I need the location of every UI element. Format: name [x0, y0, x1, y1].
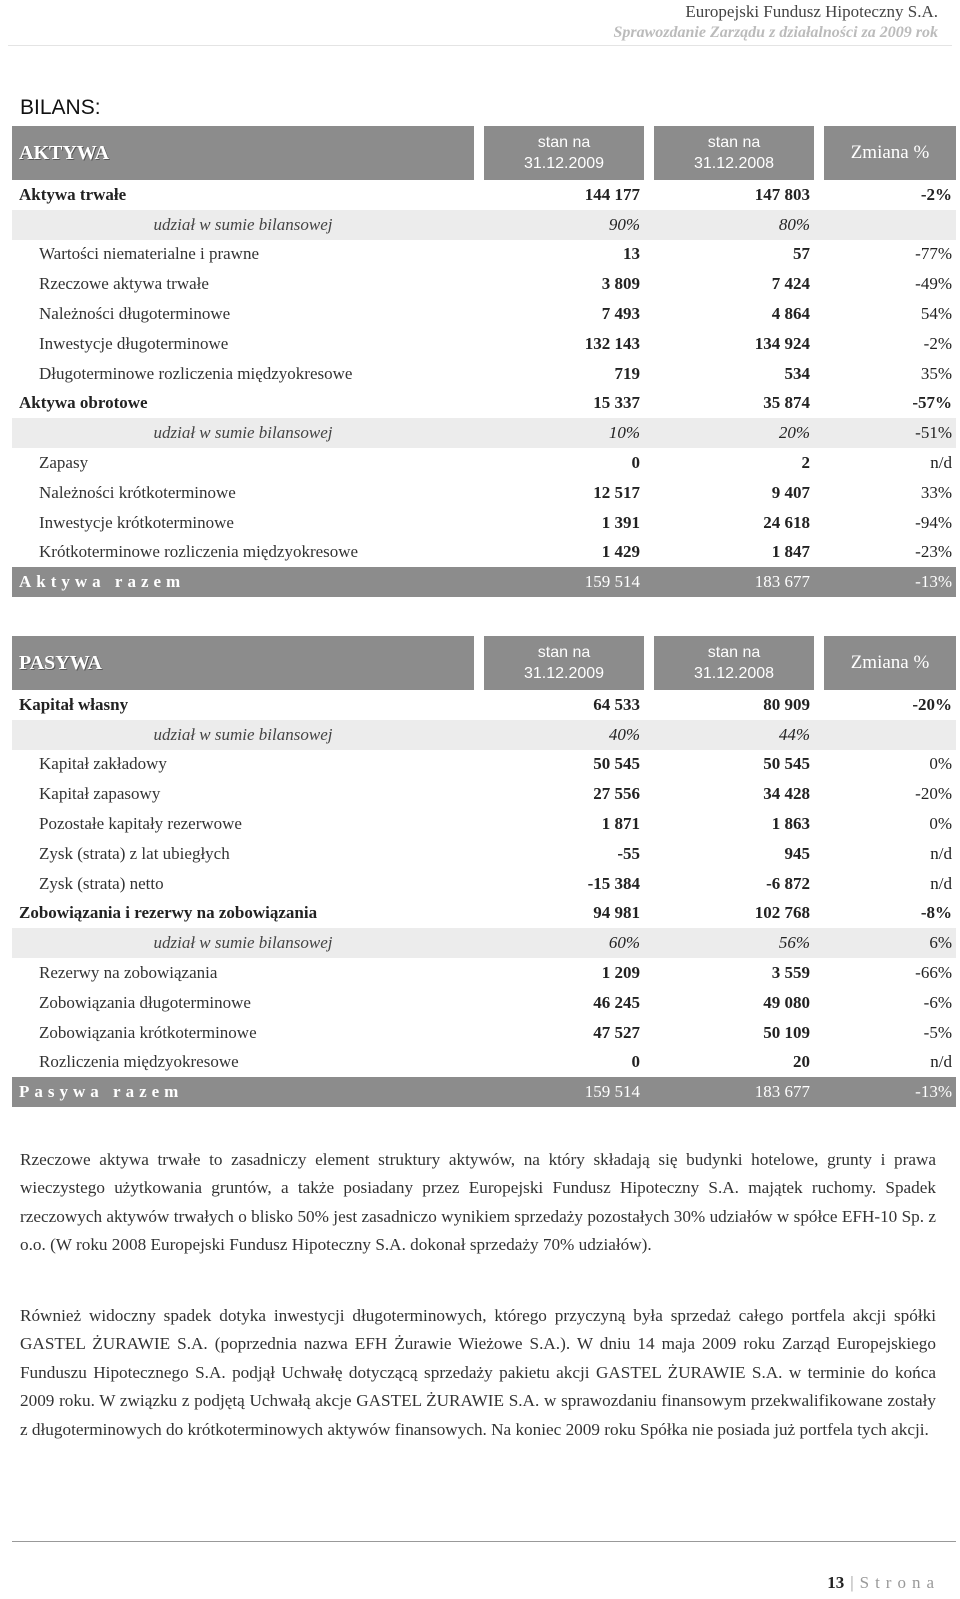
section-title: BILANS:	[20, 96, 101, 119]
value-2008: 183 677	[654, 567, 814, 597]
change-percent: n/d	[930, 453, 952, 473]
column-gap	[474, 720, 484, 750]
aktywa-row	[12, 538, 956, 568]
value-2008: 3 559	[771, 963, 810, 983]
change-percent: 0%	[929, 754, 952, 774]
change-percent: -49%	[915, 274, 952, 294]
column-gap	[474, 329, 484, 359]
footer-separator: |	[850, 1573, 854, 1592]
column-gap	[644, 180, 654, 210]
value-2008: 1 863	[771, 814, 810, 834]
column-gap	[814, 720, 824, 750]
value-2008: 50 545	[763, 754, 810, 774]
aktywa-row	[12, 418, 956, 448]
column-gap	[474, 240, 484, 270]
pasywa-row	[12, 988, 956, 1018]
pasywa-change-header: Zmiana %	[824, 636, 956, 690]
column-gap	[644, 928, 654, 958]
row-label: Pozostałe kapitały rezerwowe	[39, 814, 242, 834]
row-label: Rzeczowe aktywa trwałe	[39, 274, 209, 294]
column-gap	[644, 359, 654, 389]
date-header-label: stan na	[707, 644, 761, 661]
column-gap	[474, 750, 484, 780]
date-header-label: stan na	[707, 134, 761, 151]
column-gap	[474, 988, 484, 1018]
column-gap	[474, 508, 484, 538]
row-label: udział w sumie bilansowej	[12, 418, 474, 448]
column-gap	[474, 478, 484, 508]
row-label: Długoterminowe rozliczenia międzyokresowe	[39, 363, 353, 383]
column-gap	[644, 779, 654, 809]
row-label: Zysk (strata) z lat ubiegłych	[39, 843, 230, 863]
column-gap	[474, 1077, 484, 1107]
column-gap	[814, 988, 824, 1018]
column-gap	[644, 988, 654, 1018]
row-label: Rozliczenia międzyokresowe	[39, 1052, 239, 1072]
column-gap	[814, 636, 824, 690]
footer-divider	[12, 1541, 956, 1542]
value-2009: 7 493	[601, 304, 640, 324]
column-gap	[814, 299, 824, 329]
column-gap	[644, 1018, 654, 1048]
aktywa-row	[12, 180, 956, 210]
value-2008: 9 407	[771, 482, 810, 502]
header-report-title: Sprawozdanie Zarządu z działalności za 2009 rok	[613, 24, 938, 41]
row-label: Wartości niematerialne i prawne	[39, 244, 260, 264]
column-gap	[814, 567, 824, 597]
column-gap	[644, 636, 654, 690]
row-label: Krótkoterminowe rozliczenia międzyokresowe	[39, 542, 359, 562]
column-gap	[474, 359, 484, 389]
value-2008: 20	[793, 1052, 810, 1072]
value-2008: 1 847	[771, 542, 810, 562]
row-label: Aktywa razem	[12, 567, 474, 597]
value-2009: 132 143	[584, 333, 640, 353]
value-2008: 49 080	[763, 992, 810, 1012]
value-2008: 147 803	[754, 184, 810, 204]
date-header-date: 31.12.2008	[693, 155, 775, 172]
column-gap	[644, 809, 654, 839]
header-company: Europejski Fundusz Hipoteczny S.A.	[685, 2, 938, 21]
column-gap	[814, 690, 824, 720]
column-gap	[814, 538, 824, 568]
row-label: Aktywa trwałe	[19, 184, 127, 204]
column-gap	[644, 538, 654, 568]
change-percent: -8%	[920, 903, 952, 923]
footer-label: Strona	[859, 1573, 940, 1592]
row-label: Zobowiązania długoterminowe	[39, 992, 251, 1012]
column-gap	[814, 269, 824, 299]
page-number-value: 13	[827, 1573, 845, 1592]
pasywa-row	[12, 869, 956, 899]
aktywa-row	[12, 478, 956, 508]
value-2008: 34 428	[763, 784, 810, 804]
change-percent: -13%	[824, 1077, 956, 1107]
row-label: Zysk (strata) netto	[39, 873, 164, 893]
change-percent: -23%	[915, 542, 952, 562]
column-gap	[814, 1018, 824, 1048]
column-gap	[814, 389, 824, 419]
aktywa-row	[12, 210, 956, 240]
value-2008: 57	[793, 244, 810, 264]
change-percent: -2%	[920, 184, 952, 204]
aktywa-table	[12, 126, 956, 597]
change-percent: -57%	[912, 393, 952, 413]
change-percent	[824, 720, 956, 750]
value-2008: 50 109	[763, 1022, 810, 1042]
value-2009: 13	[623, 244, 640, 264]
column-gap	[814, 210, 824, 240]
aktywa-row	[12, 508, 956, 538]
column-gap	[644, 210, 654, 240]
value-2008: 534	[784, 363, 810, 383]
value-2009: 1 391	[601, 512, 640, 532]
column-gap	[644, 389, 654, 419]
change-percent: 0%	[929, 814, 952, 834]
paragraph-2: Również widoczny spadek dotyka inwestycji długoterminowych, którego przyczyną była sprzedaż całego portfela akcji spółki GASTEL ŻURAWIE S.A. (poprzednia nazwa EFH Żurawie Wieżowe S.A.). W dniu 14 maja 2009 roku Zarząd Europejskiego Funduszu Hipotecznego S.A. podjął Uchwałę dotyczącą sprzedaży pakietu akcji GASTEL ŻURAWIE S.A. w terminie do końca 2009 roku. W związku z podjętą Uchwałą akcje GASTEL ŻURAWIE S.A. w sprawozdaniu finansowym przekwalifikowane zostały z długoterminowych do krótkoterminowych aktywów finansowych. Na koniec 2009 roku Spółka nie posiada już portfela tych akcji.	[20, 1306, 936, 1439]
value-2009: 159 514	[484, 567, 644, 597]
value-2009: -55	[617, 843, 640, 863]
change-percent: 33%	[920, 482, 952, 502]
value-2008: 183 677	[654, 1077, 814, 1107]
value-2008: 80%	[654, 210, 814, 240]
pasywa-row	[12, 809, 956, 839]
pasywa-title: PASYWA	[12, 636, 474, 690]
column-gap	[814, 899, 824, 929]
column-gap	[644, 899, 654, 929]
value-2008: 102 768	[754, 903, 810, 923]
aktywa-row	[12, 567, 956, 597]
column-gap	[474, 636, 484, 690]
value-2008: 24 618	[763, 512, 810, 532]
column-gap	[644, 269, 654, 299]
page-header	[613, 2, 938, 44]
aktywa-title: AKTYWA	[12, 126, 474, 180]
pasywa-row	[12, 958, 956, 988]
column-gap	[814, 839, 824, 869]
pasywa-date-header-1	[484, 636, 644, 690]
change-percent: -94%	[915, 512, 952, 532]
pasywa-row	[12, 839, 956, 869]
value-2009: 46 245	[593, 992, 640, 1012]
value-2009: 1 871	[601, 814, 640, 834]
pasywa-row	[12, 750, 956, 780]
column-gap	[474, 126, 484, 180]
column-gap	[814, 869, 824, 899]
row-label: Zobowiązania i rezerwy na zobowiązania	[19, 903, 318, 923]
paragraph-1: Rzeczowe aktywa trwałe to zasadniczy element struktury aktywów, na który składają się budynki hotelowe, grunty i prawa wieczystego użytkowania gruntów, a także posiadany przez Europejski Fundusz Hipoteczny S.A. majątek ruchomy. Spadek rzeczowych aktywów trwałych o blisko 50% jest zasadniczo wynikiem sprzedaży pozostałych 30% udziałów w spółce EFH-10 Sp. z o.o. (W roku 2008 Europejski Fundusz Hipoteczny S.A. dokonał sprzedaży 70% udziałów).	[20, 1150, 936, 1255]
row-label: Należności krótkoterminowe	[39, 482, 236, 502]
column-gap	[644, 418, 654, 448]
column-gap	[644, 329, 654, 359]
value-2008: 4 864	[771, 304, 810, 324]
value-2009: 159 514	[484, 1077, 644, 1107]
column-gap	[814, 180, 824, 210]
value-2009: 719	[614, 363, 640, 383]
row-label: Należności długoterminowe	[39, 304, 231, 324]
value-2009: 0	[631, 1052, 640, 1072]
pasywa-row	[12, 1048, 956, 1078]
value-2008: 56%	[654, 928, 814, 958]
column-gap	[474, 538, 484, 568]
column-gap	[644, 240, 654, 270]
row-label: Pasywa razem	[12, 1077, 474, 1107]
pasywa-row	[12, 928, 956, 958]
column-gap	[474, 448, 484, 478]
page-number	[827, 1573, 940, 1593]
column-gap	[474, 958, 484, 988]
value-2008: 2	[801, 453, 810, 473]
column-gap	[814, 126, 824, 180]
column-gap	[814, 359, 824, 389]
value-2008: 80 909	[763, 694, 810, 714]
column-gap	[814, 1048, 824, 1078]
aktywa-change-header: Zmiana %	[824, 126, 956, 180]
change-percent: -51%	[824, 418, 956, 448]
change-percent: -66%	[915, 963, 952, 983]
value-2009: 1 209	[601, 963, 640, 983]
change-percent: -13%	[824, 567, 956, 597]
column-gap	[644, 1077, 654, 1107]
value-2008: 20%	[654, 418, 814, 448]
column-gap	[474, 809, 484, 839]
value-2008: 44%	[654, 720, 814, 750]
change-percent: 6%	[824, 928, 956, 958]
column-gap	[814, 1077, 824, 1107]
change-percent: -5%	[923, 1022, 952, 1042]
column-gap	[474, 1048, 484, 1078]
change-percent: 35%	[920, 363, 952, 383]
change-percent: 54%	[920, 304, 952, 324]
value-2008: 35 874	[763, 393, 810, 413]
column-gap	[474, 899, 484, 929]
row-label: udział w sumie bilansowej	[12, 720, 474, 750]
column-gap	[644, 448, 654, 478]
column-gap	[644, 126, 654, 180]
row-label: Rezerwy na zobowiązania	[39, 963, 218, 983]
aktywa-date-header-2	[654, 126, 814, 180]
change-percent: n/d	[930, 843, 952, 863]
value-2009: 15 337	[593, 393, 640, 413]
value-2009: 94 981	[593, 903, 640, 923]
column-gap	[474, 418, 484, 448]
column-gap	[644, 690, 654, 720]
pasywa-row	[12, 1018, 956, 1048]
value-2009: 0	[631, 453, 640, 473]
row-label: Aktywa obrotowe	[19, 393, 148, 413]
value-2008: 7 424	[771, 274, 810, 294]
column-gap	[814, 928, 824, 958]
column-gap	[644, 478, 654, 508]
header-divider	[8, 45, 952, 46]
column-gap	[814, 958, 824, 988]
column-gap	[474, 1018, 484, 1048]
column-gap	[474, 269, 484, 299]
column-gap	[474, 389, 484, 419]
column-gap	[644, 299, 654, 329]
column-gap	[644, 958, 654, 988]
value-2009: 10%	[484, 418, 644, 448]
column-gap	[814, 779, 824, 809]
pasywa-table	[12, 636, 956, 1107]
column-gap	[474, 180, 484, 210]
pasywa-row	[12, 690, 956, 720]
column-gap	[814, 809, 824, 839]
column-gap	[644, 839, 654, 869]
column-gap	[644, 720, 654, 750]
column-gap	[474, 839, 484, 869]
row-label: udział w sumie bilansowej	[12, 210, 474, 240]
change-percent: -20%	[915, 784, 952, 804]
column-gap	[644, 508, 654, 538]
value-2009: -15 384	[587, 873, 640, 893]
aktywa-row	[12, 359, 956, 389]
change-percent: n/d	[930, 1052, 952, 1072]
aktywa-row	[12, 269, 956, 299]
value-2009: 60%	[484, 928, 644, 958]
value-2009: 50 545	[593, 754, 640, 774]
value-2009: 144 177	[584, 184, 640, 204]
row-label: Kapitał zakładowy	[39, 754, 167, 774]
column-gap	[814, 418, 824, 448]
pasywa-row	[12, 1077, 956, 1107]
change-percent	[824, 210, 956, 240]
value-2009: 64 533	[593, 694, 640, 714]
column-gap	[474, 779, 484, 809]
value-2008: 945	[784, 843, 810, 863]
pasywa-row	[12, 899, 956, 929]
column-gap	[474, 210, 484, 240]
row-label: Inwestycje krótkoterminowe	[39, 512, 234, 532]
column-gap	[814, 329, 824, 359]
pasywa-header-row	[12, 636, 956, 690]
date-header-label: stan na	[537, 134, 591, 151]
change-percent: -2%	[923, 333, 952, 353]
column-gap	[474, 928, 484, 958]
value-2009: 1 429	[601, 542, 640, 562]
column-gap	[814, 240, 824, 270]
column-gap	[644, 567, 654, 597]
aktywa-row	[12, 299, 956, 329]
pasywa-date-header-2	[654, 636, 814, 690]
column-gap	[814, 448, 824, 478]
column-gap	[474, 299, 484, 329]
column-gap	[474, 869, 484, 899]
aktywa-header-row	[12, 126, 956, 180]
date-header-date: 31.12.2008	[693, 665, 775, 682]
row-label: udział w sumie bilansowej	[12, 928, 474, 958]
value-2009: 27 556	[593, 784, 640, 804]
column-gap	[474, 690, 484, 720]
column-gap	[814, 750, 824, 780]
aktywa-row	[12, 329, 956, 359]
column-gap	[814, 508, 824, 538]
column-gap	[814, 478, 824, 508]
value-2009: 47 527	[593, 1022, 640, 1042]
date-header-label: stan na	[537, 644, 591, 661]
change-percent: -6%	[923, 992, 952, 1012]
column-gap	[644, 750, 654, 780]
aktywa-date-header-1	[484, 126, 644, 180]
value-2009: 90%	[484, 210, 644, 240]
row-label: Zapasy	[39, 453, 89, 473]
change-percent: n/d	[930, 873, 952, 893]
value-2009: 40%	[484, 720, 644, 750]
value-2008: 134 924	[754, 333, 810, 353]
row-label: Zobowiązania krótkoterminowe	[39, 1022, 257, 1042]
aktywa-row	[12, 448, 956, 478]
column-gap	[644, 869, 654, 899]
aktywa-row	[12, 240, 956, 270]
change-percent: -77%	[915, 244, 952, 264]
value-2009: 3 809	[601, 274, 640, 294]
value-2008: -6 872	[766, 873, 810, 893]
row-label: Inwestycje długoterminowe	[39, 333, 229, 353]
pasywa-row	[12, 720, 956, 750]
row-label: Kapitał własny	[19, 694, 129, 714]
pasywa-row	[12, 779, 956, 809]
row-label: Kapitał zapasowy	[39, 784, 161, 804]
aktywa-row	[12, 389, 956, 419]
value-2009: 12 517	[593, 482, 640, 502]
column-gap	[644, 1048, 654, 1078]
change-percent: -20%	[912, 694, 952, 714]
column-gap	[474, 567, 484, 597]
date-header-date: 31.12.2009	[523, 155, 605, 172]
date-header-date: 31.12.2009	[523, 665, 605, 682]
